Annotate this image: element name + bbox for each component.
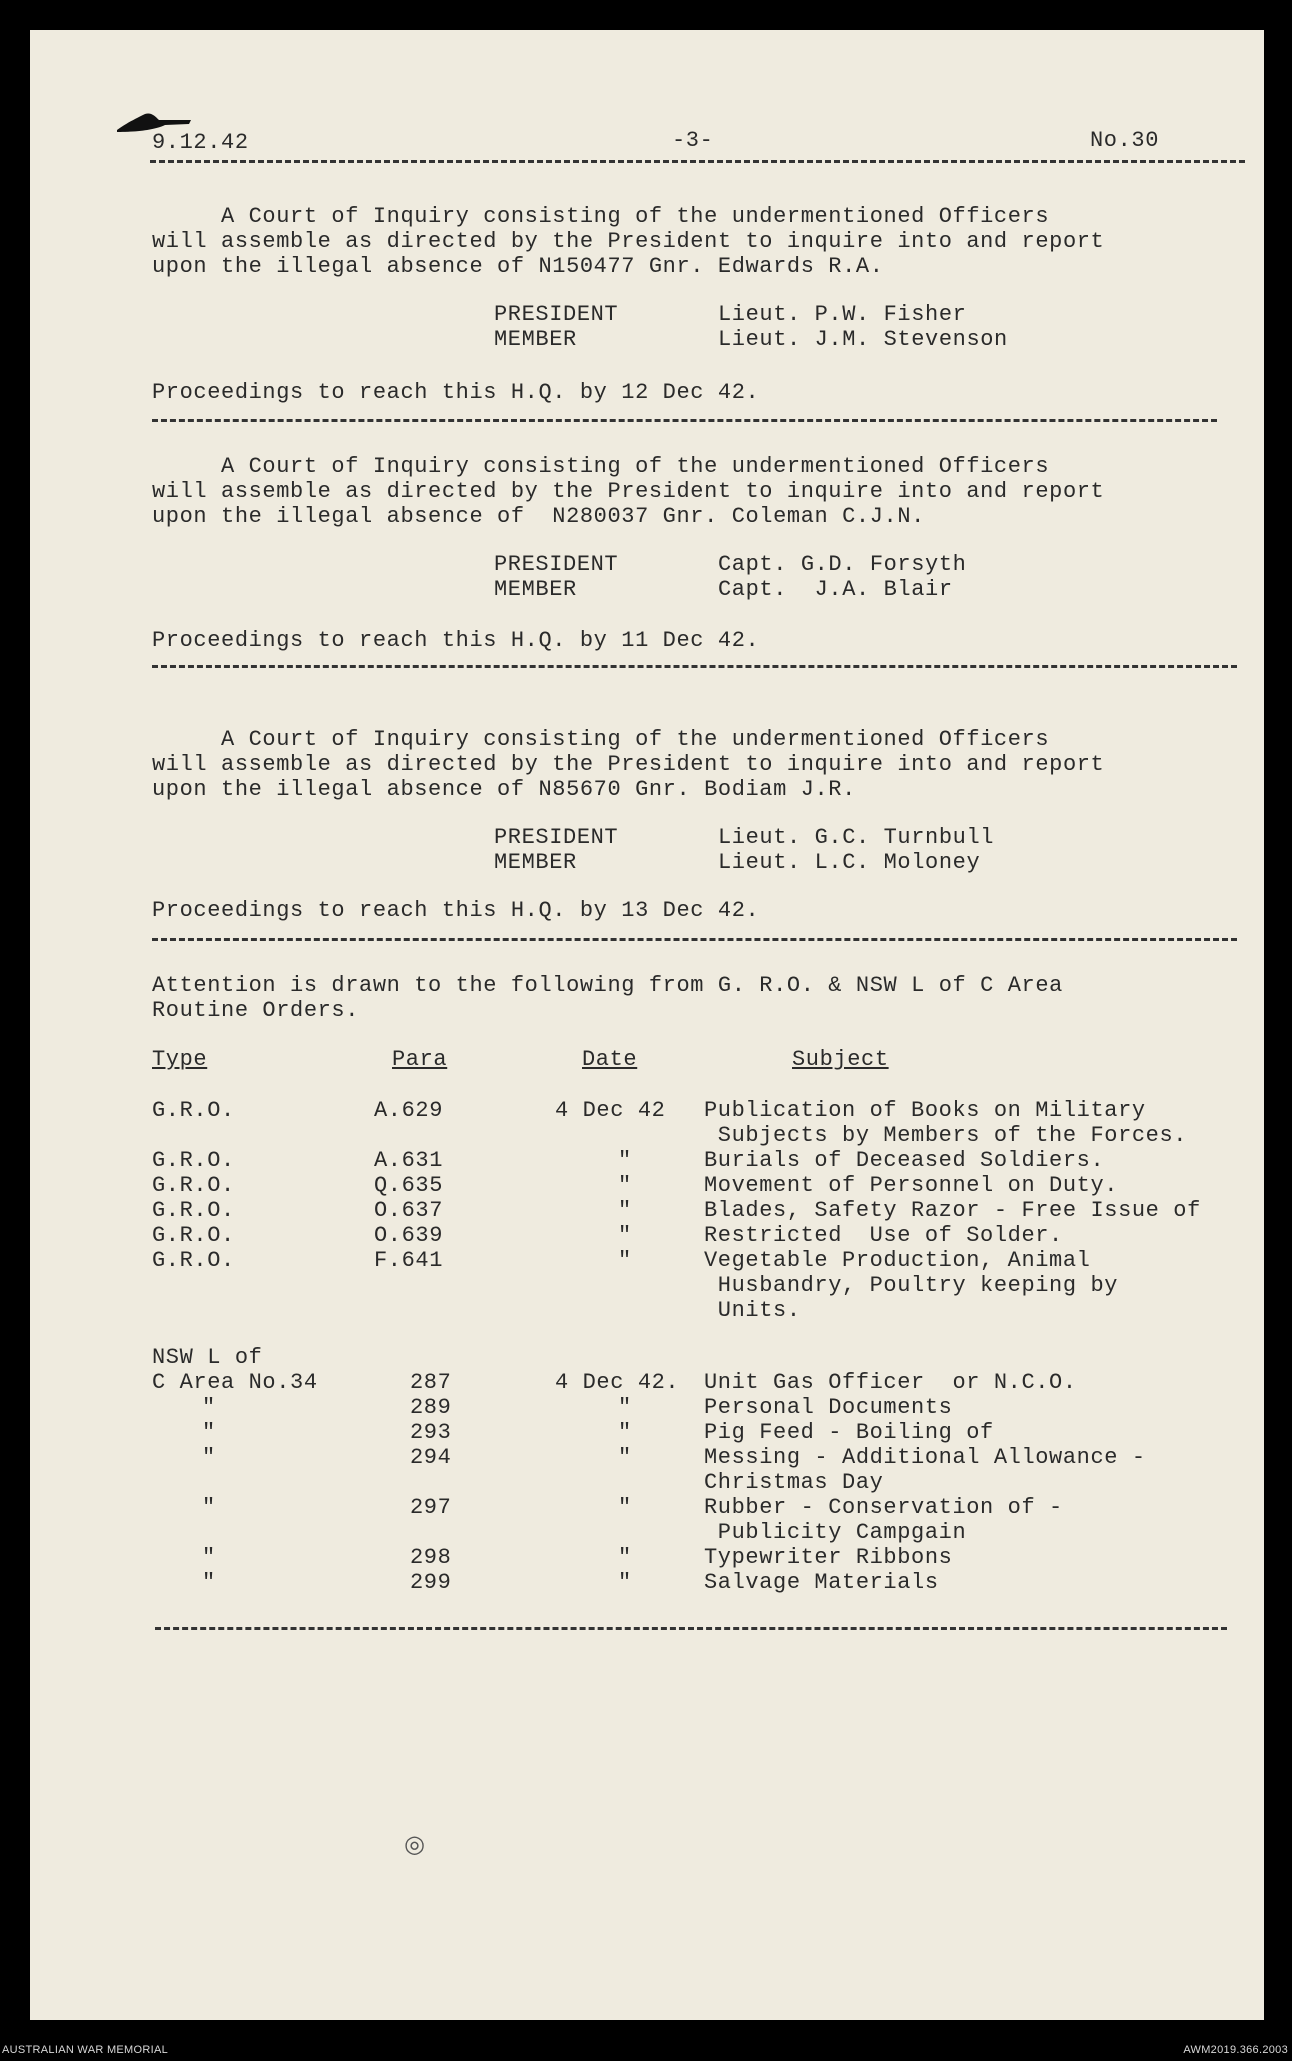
gro-row-date: " bbox=[618, 1148, 632, 1173]
gro-row-para: Q.635 bbox=[374, 1173, 444, 1198]
inquiry-3-rule bbox=[152, 938, 1237, 941]
inquiry-2-line-2: will assemble as directed by the President to inquire into and report bbox=[152, 479, 1105, 504]
order-number: No.30 bbox=[1090, 128, 1160, 153]
nsw-label-line-2: C Area No.34 bbox=[152, 1370, 318, 1395]
column-header-para: Para bbox=[392, 1047, 448, 1072]
nsw-row-date: " bbox=[618, 1570, 632, 1595]
nsw-row-subject: Rubber - Conservation of - bbox=[704, 1495, 1063, 1520]
footer-left: AUSTRALIAN WAR MEMORIAL bbox=[2, 2044, 169, 2056]
inquiry-3-president-role: PRESIDENT bbox=[494, 825, 619, 850]
gro-row-date: " bbox=[618, 1223, 632, 1248]
inquiry-2-rule bbox=[152, 665, 1237, 668]
nsw-row-type-ditto: " bbox=[202, 1445, 216, 1470]
inquiry-1-president-name: Lieut. P.W. Fisher bbox=[718, 302, 967, 327]
document-page bbox=[30, 30, 1264, 2020]
footer-right: AWM2019.366.2003 bbox=[1183, 2044, 1288, 2056]
inquiry-3-line-1: A Court of Inquiry consisting of the undermentioned Officers bbox=[152, 727, 1050, 752]
header-rule bbox=[150, 160, 1245, 163]
gro-row-date: " bbox=[618, 1248, 632, 1273]
gro-row-type: G.R.O. bbox=[152, 1248, 235, 1273]
gro-row-subject: Vegetable Production, Animal bbox=[704, 1248, 1091, 1273]
inquiry-3-president-name: Lieut. G.C. Turnbull bbox=[718, 825, 995, 850]
inquiry-3-proceedings: Proceedings to reach this H.Q. by 13 Dec 42. bbox=[152, 898, 760, 923]
nsw-row-subject: Publicity Campgain bbox=[704, 1520, 967, 1545]
gro-row-type: G.R.O. bbox=[152, 1223, 235, 1248]
inquiry-1-line-2: will assemble as directed by the President to inquire into and report bbox=[152, 229, 1105, 254]
inquiry-3-member-name: Lieut. L.C. Moloney bbox=[718, 850, 981, 875]
nsw-row-type-ditto: " bbox=[202, 1420, 216, 1445]
gro-row-subject: Subjects by Members of the Forces. bbox=[704, 1123, 1188, 1148]
inquiry-2-president-role: PRESIDENT bbox=[494, 552, 619, 577]
gro-row-para: O.639 bbox=[374, 1223, 444, 1248]
gro-row-subject: Blades, Safety Razor - Free Issue of bbox=[704, 1198, 1201, 1223]
attention-line-2: Routine Orders. bbox=[152, 998, 360, 1023]
nsw-row-date: 4 Dec 42. bbox=[555, 1370, 680, 1395]
nsw-row-subject: Personal Documents bbox=[704, 1395, 953, 1420]
gro-row-date: " bbox=[618, 1198, 632, 1223]
nsw-row-subject: Messing - Additional Allowance - bbox=[704, 1445, 1146, 1470]
nsw-row-date: " bbox=[618, 1495, 632, 1520]
inquiry-1-president-role: PRESIDENT bbox=[494, 302, 619, 327]
nsw-row-type-ditto: " bbox=[202, 1545, 216, 1570]
closing-rule bbox=[155, 1627, 1227, 1630]
nsw-row-para: 299 bbox=[410, 1570, 452, 1595]
nsw-row-type-ditto: " bbox=[202, 1570, 216, 1595]
nsw-row-type-ditto: " bbox=[202, 1395, 216, 1420]
nsw-row-para: 297 bbox=[410, 1495, 452, 1520]
gro-row-para: F.641 bbox=[374, 1248, 444, 1273]
inquiry-1-member-role: MEMBER bbox=[494, 327, 577, 352]
nsw-row-subject: Typewriter Ribbons bbox=[704, 1545, 953, 1570]
nsw-row-para: 294 bbox=[410, 1445, 452, 1470]
nsw-row-subject: Christmas Day bbox=[704, 1470, 884, 1495]
inquiry-1-proceedings: Proceedings to reach this H.Q. by 12 Dec 42. bbox=[152, 380, 760, 405]
header-date: 9.12.42 bbox=[152, 130, 249, 155]
gro-row-type: G.R.O. bbox=[152, 1173, 235, 1198]
gro-row-subject: Restricted Use of Solder. bbox=[704, 1223, 1063, 1248]
nsw-row-subject: Salvage Materials bbox=[704, 1570, 939, 1595]
column-header-type: Type bbox=[152, 1047, 208, 1072]
nsw-row-subject: Unit Gas Officer or N.C.O. bbox=[704, 1370, 1077, 1395]
nsw-row-para: 298 bbox=[410, 1545, 452, 1570]
inquiry-2-proceedings: Proceedings to reach this H.Q. by 11 Dec 42. bbox=[152, 628, 760, 653]
gro-row-subject: Movement of Personnel on Duty. bbox=[704, 1173, 1119, 1198]
column-header-subject: Subject bbox=[792, 1047, 889, 1072]
gro-row-subject: Units. bbox=[704, 1298, 801, 1323]
inquiry-2-line-3: upon the illegal absence of N280037 Gnr. Coleman C.J.N. bbox=[152, 504, 925, 529]
nsw-row-date: " bbox=[618, 1445, 632, 1470]
nsw-row-date: " bbox=[618, 1545, 632, 1570]
gro-row-date: 4 Dec 42 bbox=[555, 1098, 666, 1123]
inquiry-2-line-1: A Court of Inquiry consisting of the undermentioned Officers bbox=[152, 454, 1050, 479]
inquiry-1-rule bbox=[152, 419, 1217, 422]
gro-row-type: G.R.O. bbox=[152, 1198, 235, 1223]
nsw-row-para: 293 bbox=[410, 1420, 452, 1445]
inquiry-2-member-role: MEMBER bbox=[494, 577, 577, 602]
gro-row-subject: Publication of Books on Military bbox=[704, 1098, 1146, 1123]
pencil-mark-icon: ◎ bbox=[404, 1830, 425, 1858]
gro-row-type: G.R.O. bbox=[152, 1148, 235, 1173]
inquiry-1-member-name: Lieut. J.M. Stevenson bbox=[718, 327, 1008, 352]
gro-row-para: O.637 bbox=[374, 1198, 444, 1223]
gro-row-subject: Husbandry, Poultry keeping by bbox=[704, 1273, 1119, 1298]
inquiry-1-line-1: A Court of Inquiry consisting of the undermentioned Officers bbox=[152, 204, 1050, 229]
gro-row-para: A.629 bbox=[374, 1098, 444, 1123]
gro-row-date: " bbox=[618, 1173, 632, 1198]
gro-row-para: A.631 bbox=[374, 1148, 444, 1173]
inquiry-3-line-2: will assemble as directed by the President to inquire into and report bbox=[152, 752, 1105, 777]
nsw-label-line-1: NSW L of bbox=[152, 1345, 263, 1370]
inquiry-2-president-name: Capt. G.D. Forsyth bbox=[718, 552, 967, 577]
inquiry-2-member-name: Capt. J.A. Blair bbox=[718, 577, 953, 602]
nsw-row-para: 289 bbox=[410, 1395, 452, 1420]
page-number: -3- bbox=[672, 128, 714, 153]
nsw-row-para: 287 bbox=[410, 1370, 452, 1395]
nsw-row-subject: Pig Feed - Boiling of bbox=[704, 1420, 994, 1445]
attention-line-1: Attention is drawn to the following from G. R.O. & NSW L of C Area bbox=[152, 973, 1063, 998]
nsw-row-date: " bbox=[618, 1395, 632, 1420]
nsw-row-type-ditto: " bbox=[202, 1495, 216, 1520]
gro-row-subject: Burials of Deceased Soldiers. bbox=[704, 1148, 1105, 1173]
nsw-row-date: " bbox=[618, 1420, 632, 1445]
column-header-date: Date bbox=[582, 1047, 638, 1072]
inquiry-3-line-3: upon the illegal absence of N85670 Gnr. Bodiam J.R. bbox=[152, 777, 856, 802]
gro-row-type: G.R.O. bbox=[152, 1098, 235, 1123]
inquiry-1-line-3: upon the illegal absence of N150477 Gnr. Edwards R.A. bbox=[152, 254, 884, 279]
inquiry-3-member-role: MEMBER bbox=[494, 850, 577, 875]
